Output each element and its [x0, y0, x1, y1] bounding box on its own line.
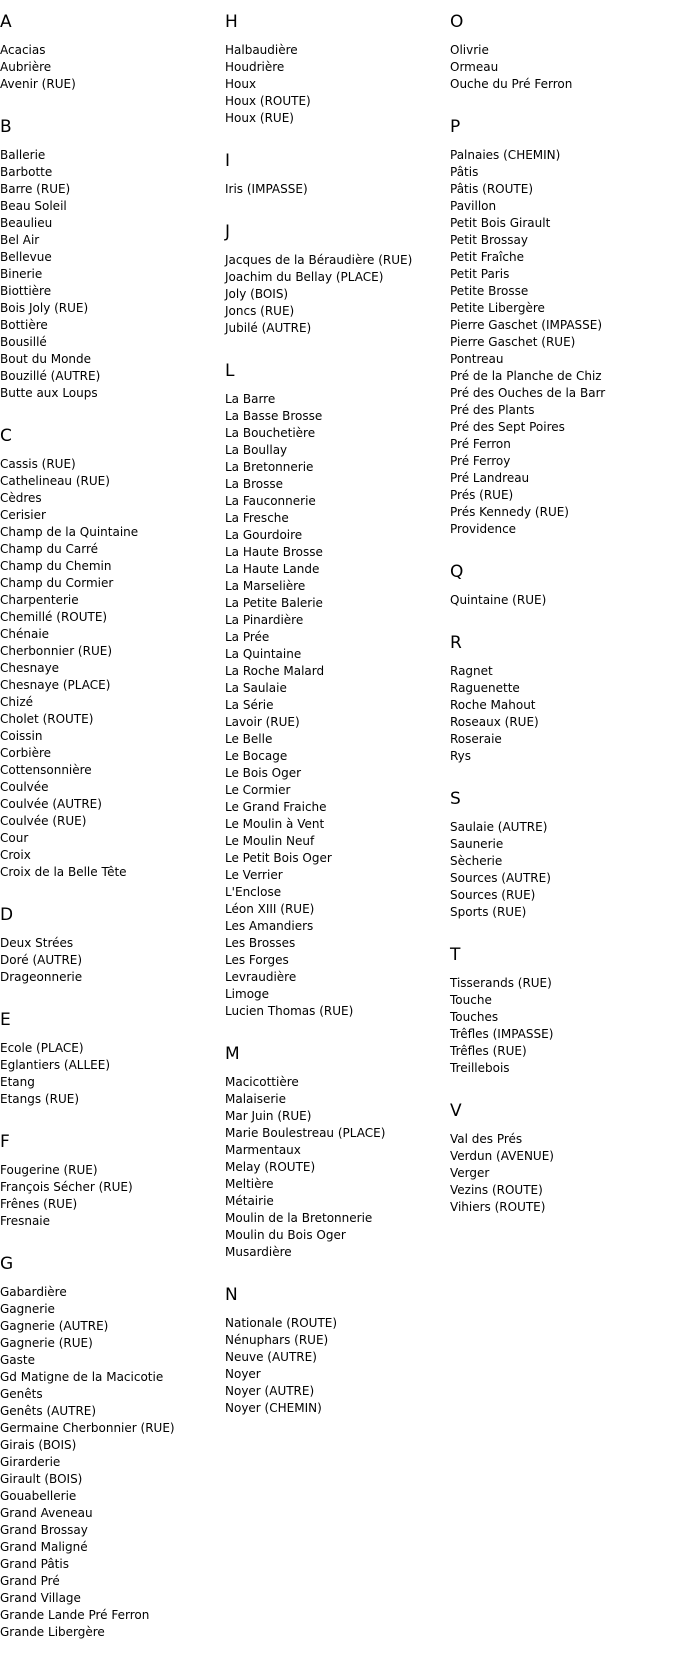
letter-section-m	[225, 1042, 445, 1261]
street-list	[0, 1162, 220, 1230]
street-list	[225, 42, 445, 127]
street-name: La Pinardière	[225, 613, 304, 627]
letter-section-n	[225, 1283, 445, 1417]
street-name: Léon XIII (RUE)	[225, 902, 315, 916]
street-name: La Fauconnerie	[225, 494, 316, 508]
street-name: Gagnerie (AUTRE)	[0, 1319, 109, 1333]
street-name: Verdun (AVENUE)	[450, 1149, 554, 1163]
letter-section-o	[450, 10, 670, 93]
street-name: Quintaine (RUE)	[450, 593, 547, 607]
letter-section-e	[0, 1008, 220, 1108]
street-name: François Sécher (RUE)	[0, 1180, 133, 1194]
street-name: Gagnerie (RUE)	[0, 1336, 93, 1350]
street-name: Grande Libergère	[0, 1625, 105, 1639]
street-name: Genêts (AUTRE)	[0, 1404, 97, 1418]
street-name: Aubrière	[0, 60, 52, 74]
street-name: Jacques de la Béraudière (RUE)	[225, 253, 413, 267]
street-name: Touches	[450, 1010, 499, 1024]
street-name: Gabardière	[0, 1285, 67, 1299]
street-name: Gouabellerie	[0, 1489, 77, 1503]
street-name: Bouzillé (AUTRE)	[0, 369, 101, 383]
street-name: Le Moulin Neuf	[225, 834, 315, 848]
letter-heading: R	[450, 633, 462, 653]
street-name: Ballerie	[0, 148, 46, 162]
street-name: Treillebois	[450, 1061, 510, 1075]
street-name: Marie Boulestreau (PLACE)	[225, 1126, 386, 1140]
street-name: Girarderie	[0, 1455, 61, 1469]
street-name: Noyer	[225, 1367, 261, 1381]
street-name: Malaiserie	[225, 1092, 287, 1106]
letter-heading: B	[0, 117, 12, 137]
street-name: Le Grand Fraiche	[225, 800, 327, 814]
street-name: Trêfles (IMPASSE)	[450, 1027, 554, 1041]
street-name: Touche	[450, 993, 492, 1007]
street-name: Noyer (AUTRE)	[225, 1384, 315, 1398]
street-list	[0, 42, 220, 93]
street-name: Mar Juin (RUE)	[225, 1109, 312, 1123]
street-name: La Série	[225, 698, 274, 712]
street-name: Le Bocage	[225, 749, 288, 763]
letter-heading: H	[225, 12, 238, 32]
street-name: Raguenette	[450, 681, 520, 695]
street-name: Trêfles (RUE)	[450, 1044, 527, 1058]
street-name: Coulvée (AUTRE)	[0, 797, 102, 811]
street-name: Corbière	[0, 746, 52, 760]
street-name: La Barre	[225, 392, 276, 406]
street-list	[450, 42, 670, 93]
street-name: Petit Brossay	[450, 233, 528, 247]
street-name: Petite Brosse	[450, 284, 529, 298]
street-name: Charpenterie	[0, 593, 79, 607]
street-name: Gagnerie	[0, 1302, 55, 1316]
street-name: Cassis (RUE)	[0, 457, 76, 471]
street-list	[450, 975, 670, 1077]
street-name: Binerie	[0, 267, 43, 281]
street-name: La Fresche	[225, 511, 289, 525]
street-name: Cherbonnier (RUE)	[0, 644, 113, 658]
street-name: La Haute Lande	[225, 562, 320, 576]
street-name: Bois Joly (RUE)	[0, 301, 89, 315]
street-name: Prés Kennedy (RUE)	[450, 505, 569, 519]
street-name: Le Bois Oger	[225, 766, 302, 780]
street-name: Pontreau	[450, 352, 504, 366]
street-name: Le Verrier	[225, 868, 283, 882]
street-name: L'Enclose	[225, 885, 282, 899]
street-name: Moulin de la Bretonnerie	[225, 1211, 373, 1225]
street-name: La Brosse	[225, 477, 283, 491]
street-name: Roseaux (RUE)	[450, 715, 539, 729]
letter-section-r	[450, 631, 670, 765]
street-name: Joachim du Bellay (PLACE)	[225, 270, 384, 284]
street-name: Girault (BOIS)	[0, 1472, 83, 1486]
street-list	[225, 1074, 445, 1261]
street-name: Butte aux Loups	[0, 386, 98, 400]
letter-section-l	[225, 359, 445, 1020]
street-name: Bout du Monde	[0, 352, 92, 366]
letter-heading: O	[450, 12, 464, 32]
street-name: Les Brosses	[225, 936, 296, 950]
street-name: Val des Prés	[450, 1132, 523, 1146]
street-name: La Bouchetière	[225, 426, 316, 440]
street-name: Pré des Ouches de la Barr	[450, 386, 606, 400]
street-name: Rys	[450, 749, 472, 763]
street-name: Lavoir (RUE)	[225, 715, 300, 729]
street-name: La Bretonnerie	[225, 460, 314, 474]
street-name: Prés (RUE)	[450, 488, 514, 502]
letter-section-b	[0, 115, 220, 402]
street-name: Bel Air	[0, 233, 40, 247]
street-name: Providence	[450, 522, 517, 536]
street-name: Frênes (RUE)	[0, 1197, 78, 1211]
street-name: Lucien Thomas (RUE)	[225, 1004, 354, 1018]
street-list	[225, 1315, 445, 1417]
letter-section-a	[0, 10, 220, 93]
street-name: Pré Ferroy	[450, 454, 511, 468]
letter-heading: N	[225, 1285, 238, 1305]
street-name: Barre (RUE)	[0, 182, 71, 196]
street-name: Ecole (PLACE)	[0, 1041, 84, 1055]
street-name: Palnaies (CHEMIN)	[450, 148, 561, 162]
street-name: Barbotte	[0, 165, 53, 179]
letter-section-g	[0, 1252, 220, 1641]
street-name: Coulvée	[0, 780, 49, 794]
letter-heading: D	[0, 905, 14, 925]
street-index-column-3	[450, 10, 670, 1238]
street-name: Roche Mahout	[450, 698, 536, 712]
street-name: La Basse Brosse	[225, 409, 323, 423]
street-name: Limoge	[225, 987, 270, 1001]
street-name: Pré des Sept Poires	[450, 420, 565, 434]
street-name: Pierre Gaschet (IMPASSE)	[450, 318, 603, 332]
street-name: Pré Landreau	[450, 471, 530, 485]
street-name: Gaste	[0, 1353, 35, 1367]
street-name: Bottière	[0, 318, 48, 332]
street-name: Joncs (RUE)	[225, 304, 295, 318]
street-name: Sports (RUE)	[450, 905, 527, 919]
street-name: Moulin du Bois Oger	[225, 1228, 346, 1242]
street-name: Houx (RUE)	[225, 111, 294, 125]
street-index-column-2	[225, 10, 445, 1439]
street-name: Gd Matigne de la Macicotie	[0, 1370, 164, 1384]
street-name: Coulvée (RUE)	[0, 814, 87, 828]
street-name: Grand Pâtis	[0, 1557, 69, 1571]
street-name: Petit Paris	[450, 267, 510, 281]
street-name: Ragnet	[450, 664, 493, 678]
street-name: Grand Village	[0, 1591, 81, 1605]
street-name: Pierre Gaschet (RUE)	[450, 335, 576, 349]
street-name: La Roche Malard	[225, 664, 325, 678]
street-list	[450, 663, 670, 765]
street-name: Meltière	[225, 1177, 274, 1191]
street-name: La Prée	[225, 630, 270, 644]
street-name: Le Belle	[225, 732, 273, 746]
letter-section-h	[225, 10, 445, 127]
letter-heading: T	[450, 945, 461, 965]
street-name: Verger	[450, 1166, 490, 1180]
street-name: Acacias	[0, 43, 46, 57]
street-name: Pâtis (ROUTE)	[450, 182, 533, 196]
street-name: La Saulaie	[225, 681, 287, 695]
street-name: Cèdres	[0, 491, 42, 505]
street-name: Pré de la Planche de Chiz	[450, 369, 602, 383]
street-name: La Gourdoire	[225, 528, 303, 542]
street-name: Genêts	[0, 1387, 43, 1401]
letter-heading: F	[0, 1132, 10, 1152]
street-name: Roseraie	[450, 732, 502, 746]
street-name: Marmentaux	[225, 1143, 301, 1157]
street-name: Petit Fraîche	[450, 250, 524, 264]
letter-heading: C	[0, 426, 12, 446]
street-name: Musardière	[225, 1245, 292, 1259]
street-name: Bellevue	[0, 250, 52, 264]
street-name: Pâtis	[450, 165, 479, 179]
letter-heading: E	[0, 1010, 11, 1030]
street-name: Etangs (RUE)	[0, 1092, 79, 1106]
street-list	[225, 252, 445, 337]
letter-heading: A	[0, 12, 12, 32]
street-name: La Haute Brosse	[225, 545, 323, 559]
letter-section-i	[225, 149, 445, 198]
street-name: Avenir (RUE)	[0, 77, 76, 91]
street-name: Sources (RUE)	[450, 888, 536, 902]
street-name: Tisserands (RUE)	[450, 976, 552, 990]
street-list	[0, 1040, 220, 1108]
street-name: Sources (AUTRE)	[450, 871, 551, 885]
letter-heading: I	[225, 151, 231, 171]
street-name: Le Petit Bois Oger	[225, 851, 332, 865]
street-name: Olivrie	[450, 43, 489, 57]
street-name: Petite Libergère	[450, 301, 545, 315]
letter-heading: J	[225, 222, 231, 242]
street-name: Girais (BOIS)	[0, 1438, 77, 1452]
street-name: Levraudière	[225, 970, 297, 984]
street-name: La Boullay	[225, 443, 288, 457]
street-list	[0, 456, 220, 881]
street-name: Macicottière	[225, 1075, 299, 1089]
letter-section-v	[450, 1099, 670, 1216]
street-name: Nénuphars (RUE)	[225, 1333, 329, 1347]
street-name: Joly (BOIS)	[225, 287, 289, 301]
letter-heading: V	[450, 1101, 462, 1121]
street-name: Beaulieu	[0, 216, 53, 230]
letter-heading: G	[0, 1254, 14, 1274]
street-name: Ormeau	[450, 60, 499, 74]
street-name: Coissin	[0, 729, 43, 743]
letter-section-c	[0, 424, 220, 881]
street-name: Fresnaie	[0, 1214, 51, 1228]
street-name: Champ de la Quintaine	[0, 525, 139, 539]
street-name: Chénaie	[0, 627, 50, 641]
street-name: La Quintaine	[225, 647, 302, 661]
street-name: Sècherie	[450, 854, 503, 868]
street-name: Biottière	[0, 284, 52, 298]
street-name: Etang	[0, 1075, 35, 1089]
street-name: Saunerie	[450, 837, 504, 851]
street-name: Grand Brossay	[0, 1523, 88, 1537]
street-name: Pavillon	[450, 199, 497, 213]
street-name: Drageonnerie	[0, 970, 83, 984]
street-name: Chizé	[0, 695, 33, 709]
street-list	[450, 147, 670, 538]
street-name: Grand Pré	[0, 1574, 60, 1588]
street-name: Neuve (AUTRE)	[225, 1350, 317, 1364]
letter-section-d	[0, 903, 220, 986]
letter-section-f	[0, 1130, 220, 1230]
street-name: Nationale (ROUTE)	[225, 1316, 338, 1330]
letter-section-p	[450, 115, 670, 538]
street-name: Bousillé	[0, 335, 47, 349]
street-list	[0, 935, 220, 986]
letter-heading: S	[450, 789, 461, 809]
letter-heading: P	[450, 117, 461, 137]
street-name: Les Amandiers	[225, 919, 314, 933]
letter-section-q	[450, 560, 670, 609]
street-name: Pré Ferron	[450, 437, 511, 451]
street-name: Croix	[0, 848, 31, 862]
street-name: Le Moulin à Vent	[225, 817, 325, 831]
street-name: Pré des Plants	[450, 403, 535, 417]
street-name: Ouche du Pré Ferron	[450, 77, 573, 91]
street-name: Vihiers (ROUTE)	[450, 1200, 546, 1214]
street-name: Petit Bois Girault	[450, 216, 551, 230]
street-list	[225, 181, 445, 198]
street-list	[450, 1131, 670, 1216]
street-name: Champ du Cormier	[0, 576, 114, 590]
letter-section-j	[225, 220, 445, 337]
street-name: Houx (ROUTE)	[225, 94, 311, 108]
street-name: Beau Soleil	[0, 199, 67, 213]
street-name: Cottensonnière	[0, 763, 92, 777]
street-name: Iris (IMPASSE)	[225, 182, 308, 196]
street-name: Houdrière	[225, 60, 285, 74]
street-name: Deux Strées	[0, 936, 74, 950]
street-name: Jubilé (AUTRE)	[225, 321, 312, 335]
street-name: Fougerine (RUE)	[0, 1163, 98, 1177]
street-list	[0, 1284, 220, 1641]
letter-heading: M	[225, 1044, 240, 1064]
street-name: Croix de la Belle Tête	[0, 865, 127, 879]
street-name: La Marselière	[225, 579, 306, 593]
street-list	[450, 819, 670, 921]
street-name: Grande Lande Pré Ferron	[0, 1608, 150, 1622]
street-name: Champ du Carré	[0, 542, 99, 556]
street-name: Le Cormier	[225, 783, 291, 797]
letter-section-t	[450, 943, 670, 1077]
letter-heading: Q	[450, 562, 464, 582]
street-name: Champ du Chemin	[0, 559, 112, 573]
street-name: Noyer (CHEMIN)	[225, 1401, 322, 1415]
street-name: Cour	[0, 831, 29, 845]
street-name: Grand Maligné	[0, 1540, 88, 1554]
street-name: La Petite Balerie	[225, 596, 323, 610]
street-list	[0, 147, 220, 402]
street-name: Les Forges	[225, 953, 289, 967]
street-name: Eglantiers (ALLEE)	[0, 1058, 111, 1072]
street-name: Chemillé (ROUTE)	[0, 610, 108, 624]
street-name: Grand Aveneau	[0, 1506, 93, 1520]
street-name: Cerisier	[0, 508, 46, 522]
street-name: Cathelineau (RUE)	[0, 474, 110, 488]
street-index-column-1	[0, 10, 220, 1663]
street-name: Houx	[225, 77, 257, 91]
street-name: Cholet (ROUTE)	[0, 712, 94, 726]
street-name: Chesnaye	[0, 661, 60, 675]
street-name: Chesnaye (PLACE)	[0, 678, 111, 692]
street-name: Saulaie (AUTRE)	[450, 820, 548, 834]
street-list	[450, 592, 670, 609]
letter-section-s	[450, 787, 670, 921]
street-name: Métairie	[225, 1194, 274, 1208]
street-name: Doré (AUTRE)	[0, 953, 83, 967]
street-name: Melay (ROUTE)	[225, 1160, 316, 1174]
street-name: Vezins (ROUTE)	[450, 1183, 543, 1197]
street-name: Halbaudière	[225, 43, 298, 57]
letter-heading: L	[225, 361, 235, 381]
street-list	[225, 391, 445, 1020]
street-name: Germaine Cherbonnier (RUE)	[0, 1421, 175, 1435]
